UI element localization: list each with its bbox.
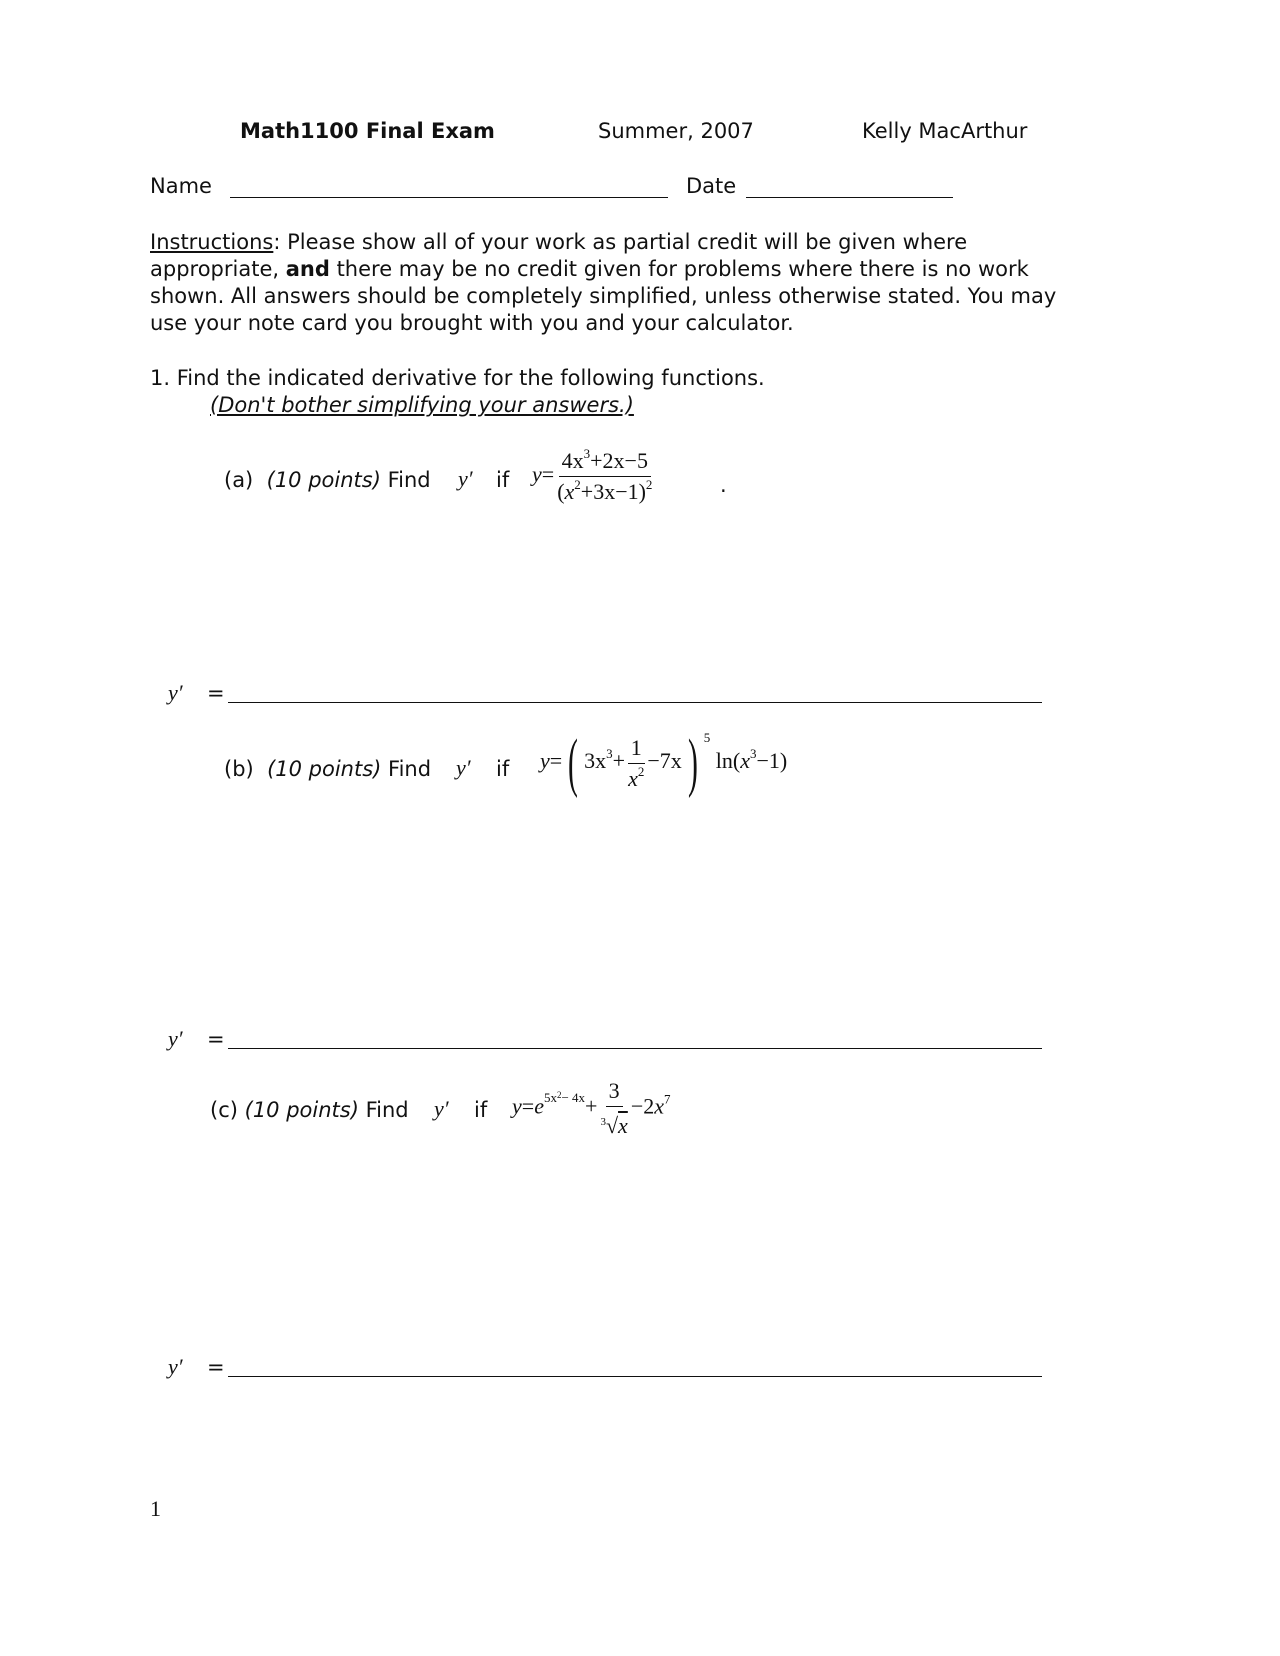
part-a-function: y= $\frac{4x^3+2x-5}{(x^2+3x-1)^2}$ [532, 446, 653, 504]
answer-a-blank[interactable] [228, 702, 1042, 703]
part-a-yprime: y′ [458, 466, 473, 491]
date-blank[interactable] [746, 197, 953, 198]
part-b-yprime: y′ [456, 755, 471, 780]
part-a-if: if [496, 468, 510, 492]
part-a-period: . [720, 473, 727, 497]
part-b-if: if [496, 757, 510, 781]
part-b-prompt: (b) (10 points) Find [224, 757, 432, 781]
instructions-line-1: Instructions: Please show all of your work as partial credit will be given where [150, 230, 968, 254]
part-c-if: if [474, 1098, 488, 1122]
page-number: 1 [150, 1496, 161, 1521]
answer-a-equals: = [207, 681, 225, 705]
date-label: Date [686, 174, 737, 198]
instructions-line-3: shown. All answers should be completely simplified, unless otherwise stated. You may [150, 284, 1057, 308]
answer-a-lhs: y′ [168, 680, 183, 705]
answer-b-blank[interactable] [228, 1048, 1042, 1049]
answer-b-lhs: y′ [168, 1026, 183, 1051]
answer-c-blank[interactable] [228, 1376, 1042, 1377]
answer-b-equals: = [207, 1027, 225, 1051]
answer-c-lhs: y′ [168, 1354, 183, 1379]
name-label: Name [150, 174, 212, 198]
instructions-line-2: appropriate, and there may be no credit given for problems where there is no work [150, 257, 1029, 281]
instructions-emphasis: and [285, 257, 330, 281]
name-blank[interactable] [230, 197, 668, 198]
instructions-line-4: use your note card you brought with you and your calculator. [150, 311, 794, 335]
part-b-function: y=( $3x^3+$ $\frac{1}{x^2}$ −7x) $^5$ $\ln(x^3-1)$ [540, 726, 788, 799]
part-c-function: $y=e^{5x^2- 4x}+$ $\frac{3}{^3√x}$ $-2x^7$ [512, 1078, 671, 1138]
answer-c-equals: = [207, 1355, 225, 1379]
instructor-name: Kelly MacArthur [862, 119, 1028, 143]
instructions-label: Instructions [150, 230, 274, 254]
part-c-yprime: y′ [434, 1096, 449, 1121]
problem-1-title: 1. Find the indicated derivative for the following functions. [150, 366, 765, 390]
exam-term: Summer, 2007 [598, 119, 754, 143]
part-c-prompt: (c) (10 points) Find [210, 1098, 409, 1122]
course-title: Math1100 Final Exam [240, 119, 495, 143]
part-a-prompt: (a) (10 points) Find [224, 468, 431, 492]
problem-1-note: (Don't bother simplifying your answers.) [210, 393, 634, 417]
